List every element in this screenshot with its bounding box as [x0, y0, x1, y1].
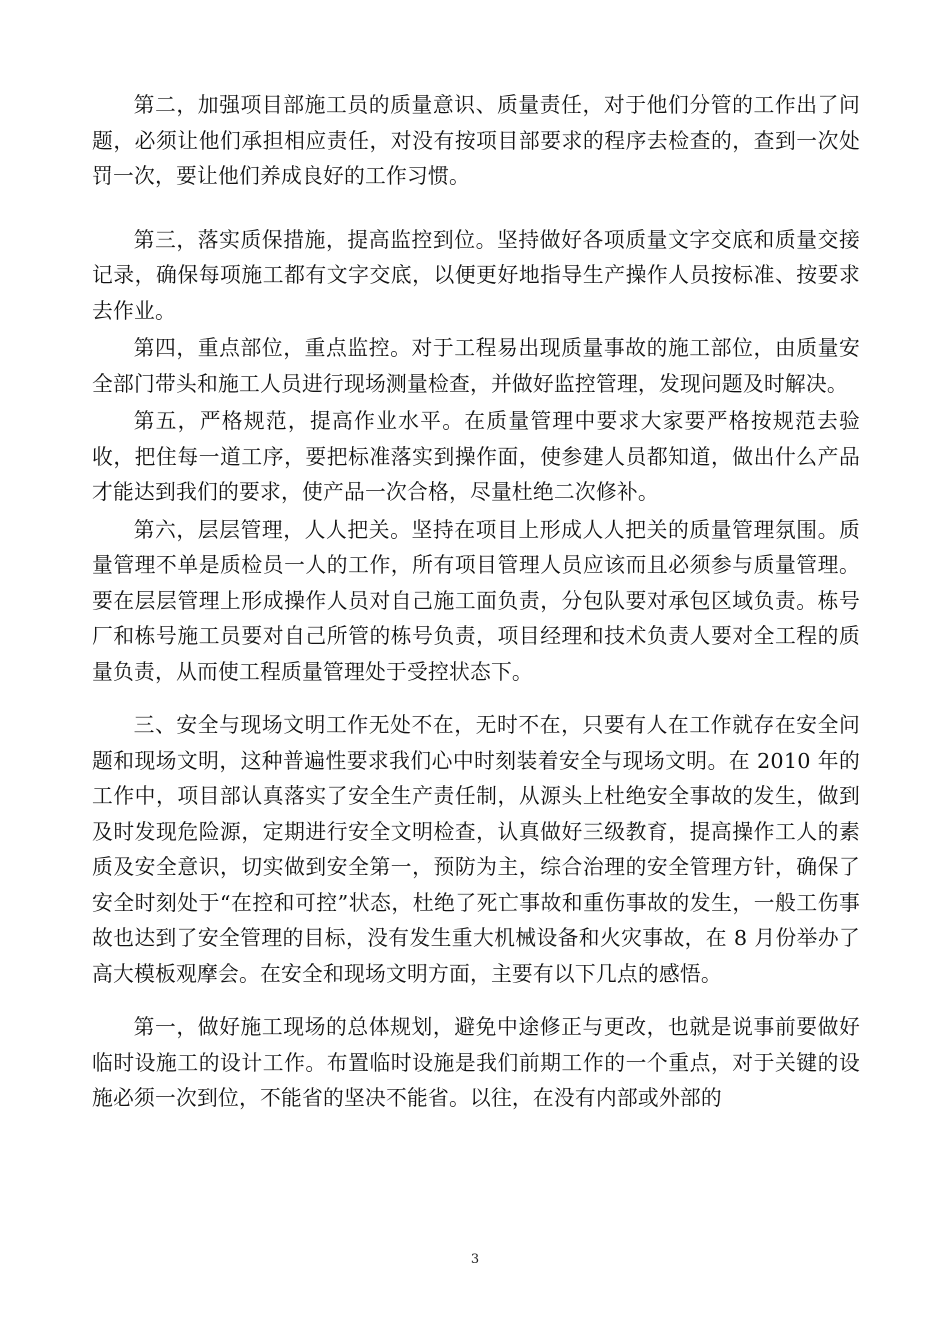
paragraph-section-three: 三、安全与现场文明工作无处不在，无时不在，只要有人在工作就存在安全问题和现场文明，这种普遍性要求我们心中时刻装着安全与现场文明。在 2010 年的工作中，项目部认真落实了安全生产责任制，从源头上杜绝安全事故的发生，做到及时发现危险源，定期进行安全文明检查，认真做好三级教育，提高操作工人的素质及安全意识，切实做到安全第一，预防为主，综合治理的安全管理方针，确保了安全时刻处于“在控和可控”状态，杜绝了死亡事故和重伤事故的发生，一般工伤事故也达到了安全管理的目标，没有发生重大机械设备和火灾事故，在 8 月份举办了高大模板观摩会。在安全和现场文明方面，主要有以下几点的感悟。	[92, 713, 860, 986]
paragraph-second-point: 第二，加强项目部施工员的质量意识、质量责任，对于他们分管的工作出了问题，必须让他们承担相应责任，对没有按项目部要求的程序去检查的，查到一次处罚一次，要让他们养成良好的工作习惯。	[92, 93, 860, 188]
paragraph-sixth-point: 第六，层层管理，人人把关。坚持在项目上形成人人把关的质量管理氛围。质量管理不单是质检员一人的工作，所有项目管理人员应该而且必须参与质量管理。要在层层管理上形成操作人员对自己施工面负责，分包队要对承包区域负责。栋号厂和栋号施工员要对自己所管的栋号负责，项目经理和技术负责人要对全工程的质量负责，从而使工程质量管理处于受控状态下。	[92, 517, 860, 684]
document-body	[92, 88, 860, 1117]
paragraph-fifth-point: 第五，严格规范，提高作业水平。在质量管理中要求大家要严格按规范去验收，把住每一道工序，要把标准落实到操作面，使参建人员都知道，做出什么产品才能达到我们的要求，使产品一次合格，尽量杜绝二次修补。	[92, 409, 860, 504]
paragraph-fourth-point: 第四，重点部位，重点监控。对于工程易出现质量事故的施工部位，由质量安全部门带头和施工人员进行现场测量检查，并做好监控管理，发现问题及时解决。	[92, 336, 860, 396]
paragraph-first-point: 第一，做好施工现场的总体规划，避免中途修正与更改，也就是说事前要做好临时设施工的设计工作。布置临时设施是我们前期工作的一个重点，对于关键的设施必须一次到位，不能省的坚决不能省。以往，在没有内部或外部的	[92, 1015, 860, 1110]
page-number: 3	[470, 1252, 480, 1267]
paragraph-third-point: 第三，落实质保措施，提高监控到位。坚持做好各项质量文字交底和质量交接记录，确保每项施工都有文字交底，以便更好地指导生产操作人员按标准、按要求去作业。	[92, 227, 860, 323]
